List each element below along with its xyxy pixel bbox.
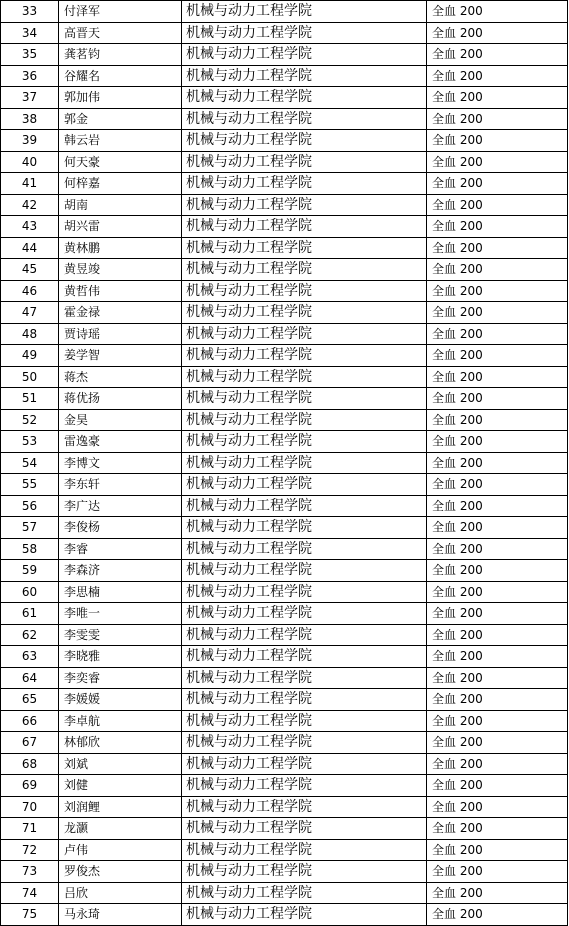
- table-row: [1, 624, 568, 646]
- table-row: [1, 646, 568, 668]
- row-number-cell: 54: [1, 452, 59, 474]
- table-row: [1, 1, 568, 23]
- name-cell: 卢伟: [59, 839, 182, 861]
- department-cell: 机械与动力工程学院: [182, 216, 427, 238]
- name-cell: 刘润鲤: [59, 796, 182, 818]
- row-number-cell: 74: [1, 882, 59, 904]
- table-row: [1, 108, 568, 130]
- row-number-cell: 43: [1, 216, 59, 238]
- table-row: [1, 474, 568, 496]
- department-cell: 机械与动力工程学院: [182, 474, 427, 496]
- donation-cell: 全血 200: [427, 689, 568, 711]
- name-cell: 谷耀名: [59, 65, 182, 87]
- row-number-cell: 36: [1, 65, 59, 87]
- name-cell: 黄昱竣: [59, 259, 182, 281]
- name-cell: 龚茗钧: [59, 44, 182, 66]
- row-number-cell: 37: [1, 87, 59, 109]
- table-row: [1, 151, 568, 173]
- department-cell: 机械与动力工程学院: [182, 882, 427, 904]
- row-number-cell: 39: [1, 130, 59, 152]
- row-number-cell: 35: [1, 44, 59, 66]
- table-row: [1, 581, 568, 603]
- name-cell: 付泽军: [59, 1, 182, 23]
- row-number-cell: 48: [1, 323, 59, 345]
- department-cell: 机械与动力工程学院: [182, 581, 427, 603]
- donation-cell: 全血 200: [427, 710, 568, 732]
- row-number-cell: 58: [1, 538, 59, 560]
- donation-cell: 全血 200: [427, 108, 568, 130]
- row-number-cell: 41: [1, 173, 59, 195]
- department-cell: 机械与动力工程学院: [182, 65, 427, 87]
- donation-cell: 全血 200: [427, 130, 568, 152]
- department-cell: 机械与动力工程学院: [182, 237, 427, 259]
- row-number-cell: 44: [1, 237, 59, 259]
- row-number-cell: 68: [1, 753, 59, 775]
- department-cell: 机械与动力工程学院: [182, 732, 427, 754]
- name-cell: 姜学智: [59, 345, 182, 367]
- department-cell: 机械与动力工程学院: [182, 818, 427, 840]
- name-cell: 吕欣: [59, 882, 182, 904]
- table-row: [1, 87, 568, 109]
- name-cell: 胡南: [59, 194, 182, 216]
- row-number-cell: 63: [1, 646, 59, 668]
- name-cell: 李奕睿: [59, 667, 182, 689]
- row-number-cell: 60: [1, 581, 59, 603]
- name-cell: 郭金: [59, 108, 182, 130]
- donation-cell: 全血 200: [427, 538, 568, 560]
- donation-cell: 全血 200: [427, 259, 568, 281]
- table-row: [1, 818, 568, 840]
- department-cell: 机械与动力工程学院: [182, 710, 427, 732]
- table-row: [1, 388, 568, 410]
- donation-cell: 全血 200: [427, 581, 568, 603]
- donation-cell: 全血 200: [427, 882, 568, 904]
- table-row: [1, 22, 568, 44]
- department-cell: 机械与动力工程学院: [182, 130, 427, 152]
- department-cell: 机械与动力工程学院: [182, 689, 427, 711]
- name-cell: 黄林鹏: [59, 237, 182, 259]
- table-row: [1, 130, 568, 152]
- donation-cell: 全血 200: [427, 151, 568, 173]
- table-row: [1, 560, 568, 582]
- name-cell: 贾诗瑶: [59, 323, 182, 345]
- donation-cell: 全血 200: [427, 1, 568, 23]
- table-row: [1, 65, 568, 87]
- table-row: [1, 517, 568, 539]
- department-cell: 机械与动力工程学院: [182, 345, 427, 367]
- department-cell: 机械与动力工程学院: [182, 495, 427, 517]
- name-cell: 刘健: [59, 775, 182, 797]
- department-cell: 机械与动力工程学院: [182, 388, 427, 410]
- donation-cell: 全血 200: [427, 495, 568, 517]
- donation-cell: 全血 200: [427, 646, 568, 668]
- name-cell: 胡兴雷: [59, 216, 182, 238]
- row-number-cell: 52: [1, 409, 59, 431]
- department-cell: 机械与动力工程学院: [182, 431, 427, 453]
- donation-cell: 全血 200: [427, 345, 568, 367]
- table-row: [1, 44, 568, 66]
- row-number-cell: 45: [1, 259, 59, 281]
- table-row: [1, 603, 568, 625]
- department-cell: 机械与动力工程学院: [182, 194, 427, 216]
- donation-cell: 全血 200: [427, 173, 568, 195]
- row-number-cell: 38: [1, 108, 59, 130]
- row-number-cell: 46: [1, 280, 59, 302]
- row-number-cell: 70: [1, 796, 59, 818]
- department-cell: 机械与动力工程学院: [182, 22, 427, 44]
- name-cell: 郭加伟: [59, 87, 182, 109]
- name-cell: 金昊: [59, 409, 182, 431]
- table-row: [1, 538, 568, 560]
- donation-cell: 全血 200: [427, 796, 568, 818]
- name-cell: 李博文: [59, 452, 182, 474]
- row-number-cell: 61: [1, 603, 59, 625]
- table-row: [1, 409, 568, 431]
- row-number-cell: 67: [1, 732, 59, 754]
- donation-cell: 全血 200: [427, 388, 568, 410]
- row-number-cell: 51: [1, 388, 59, 410]
- name-cell: 李思楠: [59, 581, 182, 603]
- donation-cell: 全血 200: [427, 44, 568, 66]
- donation-cell: 全血 200: [427, 904, 568, 926]
- row-number-cell: 69: [1, 775, 59, 797]
- name-cell: 刘斌: [59, 753, 182, 775]
- department-cell: 机械与动力工程学院: [182, 517, 427, 539]
- table-row: [1, 323, 568, 345]
- row-number-cell: 65: [1, 689, 59, 711]
- table-row: [1, 345, 568, 367]
- department-cell: 机械与动力工程学院: [182, 87, 427, 109]
- row-number-cell: 50: [1, 366, 59, 388]
- donation-cell: 全血 200: [427, 302, 568, 324]
- donation-cell: 全血 200: [427, 452, 568, 474]
- table-row: [1, 366, 568, 388]
- table-row: [1, 904, 568, 926]
- table-row: [1, 775, 568, 797]
- row-number-cell: 42: [1, 194, 59, 216]
- department-cell: 机械与动力工程学院: [182, 603, 427, 625]
- department-cell: 机械与动力工程学院: [182, 667, 427, 689]
- donation-cell: 全血 200: [427, 216, 568, 238]
- donation-cell: 全血 200: [427, 409, 568, 431]
- donation-cell: 全血 200: [427, 517, 568, 539]
- donation-cell: 全血 200: [427, 560, 568, 582]
- name-cell: 李媛媛: [59, 689, 182, 711]
- row-number-cell: 73: [1, 861, 59, 883]
- donation-cell: 全血 200: [427, 732, 568, 754]
- name-cell: 林郁欣: [59, 732, 182, 754]
- donation-cell: 全血 200: [427, 87, 568, 109]
- row-number-cell: 40: [1, 151, 59, 173]
- table-row: [1, 431, 568, 453]
- department-cell: 机械与动力工程学院: [182, 409, 427, 431]
- row-number-cell: 75: [1, 904, 59, 926]
- donation-cell: 全血 200: [427, 818, 568, 840]
- department-cell: 机械与动力工程学院: [182, 366, 427, 388]
- table-body: [1, 1, 568, 926]
- name-cell: 李东轩: [59, 474, 182, 496]
- donation-cell: 全血 200: [427, 323, 568, 345]
- table-row: [1, 861, 568, 883]
- table-row: [1, 710, 568, 732]
- row-number-cell: 71: [1, 818, 59, 840]
- department-cell: 机械与动力工程学院: [182, 839, 427, 861]
- name-cell: 马永琦: [59, 904, 182, 926]
- donation-cell: 全血 200: [427, 603, 568, 625]
- table-row: [1, 452, 568, 474]
- name-cell: 何梓嘉: [59, 173, 182, 195]
- row-number-cell: 59: [1, 560, 59, 582]
- department-cell: 机械与动力工程学院: [182, 538, 427, 560]
- department-cell: 机械与动力工程学院: [182, 1, 427, 23]
- department-cell: 机械与动力工程学院: [182, 646, 427, 668]
- row-number-cell: 56: [1, 495, 59, 517]
- row-number-cell: 34: [1, 22, 59, 44]
- table-row: [1, 796, 568, 818]
- department-cell: 机械与动力工程学院: [182, 280, 427, 302]
- row-number-cell: 53: [1, 431, 59, 453]
- row-number-cell: 33: [1, 1, 59, 23]
- donation-cell: 全血 200: [427, 366, 568, 388]
- row-number-cell: 62: [1, 624, 59, 646]
- table-row: [1, 194, 568, 216]
- row-number-cell: 49: [1, 345, 59, 367]
- department-cell: 机械与动力工程学院: [182, 452, 427, 474]
- department-cell: 机械与动力工程学院: [182, 323, 427, 345]
- row-number-cell: 72: [1, 839, 59, 861]
- table-row: [1, 753, 568, 775]
- department-cell: 机械与动力工程学院: [182, 861, 427, 883]
- department-cell: 机械与动力工程学院: [182, 775, 427, 797]
- name-cell: 罗俊杰: [59, 861, 182, 883]
- donation-cell: 全血 200: [427, 431, 568, 453]
- department-cell: 机械与动力工程学院: [182, 173, 427, 195]
- table-row: [1, 732, 568, 754]
- table-row: [1, 237, 568, 259]
- name-cell: 李俊杨: [59, 517, 182, 539]
- department-cell: 机械与动力工程学院: [182, 904, 427, 926]
- table-row: [1, 216, 568, 238]
- row-number-cell: 64: [1, 667, 59, 689]
- table-row: [1, 689, 568, 711]
- row-number-cell: 57: [1, 517, 59, 539]
- table-row: [1, 302, 568, 324]
- department-cell: 机械与动力工程学院: [182, 151, 427, 173]
- table-row: [1, 839, 568, 861]
- name-cell: 雷逸豪: [59, 431, 182, 453]
- donation-cell: 全血 200: [427, 667, 568, 689]
- name-cell: 蒋杰: [59, 366, 182, 388]
- donation-cell: 全血 200: [427, 22, 568, 44]
- department-cell: 机械与动力工程学院: [182, 259, 427, 281]
- department-cell: 机械与动力工程学院: [182, 624, 427, 646]
- name-cell: 李晓雅: [59, 646, 182, 668]
- donation-cell: 全血 200: [427, 775, 568, 797]
- name-cell: 蒋优扬: [59, 388, 182, 410]
- table-row: [1, 882, 568, 904]
- donation-cell: 全血 200: [427, 753, 568, 775]
- donation-cell: 全血 200: [427, 65, 568, 87]
- table-row: [1, 280, 568, 302]
- department-cell: 机械与动力工程学院: [182, 302, 427, 324]
- name-cell: 李雯雯: [59, 624, 182, 646]
- name-cell: 龙灏: [59, 818, 182, 840]
- name-cell: 韩云岩: [59, 130, 182, 152]
- name-cell: 霍金禄: [59, 302, 182, 324]
- name-cell: 李森济: [59, 560, 182, 582]
- table-row: [1, 667, 568, 689]
- table-row: [1, 259, 568, 281]
- donation-cell: 全血 200: [427, 839, 568, 861]
- row-number-cell: 66: [1, 710, 59, 732]
- donation-cell: 全血 200: [427, 474, 568, 496]
- name-cell: 李睿: [59, 538, 182, 560]
- name-cell: 李广达: [59, 495, 182, 517]
- donation-cell: 全血 200: [427, 624, 568, 646]
- name-cell: 李唯一: [59, 603, 182, 625]
- table-row: [1, 495, 568, 517]
- department-cell: 机械与动力工程学院: [182, 796, 427, 818]
- name-cell: 何天豪: [59, 151, 182, 173]
- department-cell: 机械与动力工程学院: [182, 44, 427, 66]
- donation-cell: 全血 200: [427, 861, 568, 883]
- department-cell: 机械与动力工程学院: [182, 753, 427, 775]
- donation-cell: 全血 200: [427, 194, 568, 216]
- row-number-cell: 47: [1, 302, 59, 324]
- department-cell: 机械与动力工程学院: [182, 560, 427, 582]
- department-cell: 机械与动力工程学院: [182, 108, 427, 130]
- name-cell: 高晋天: [59, 22, 182, 44]
- donation-cell: 全血 200: [427, 280, 568, 302]
- donation-cell: 全血 200: [427, 237, 568, 259]
- name-cell: 李卓航: [59, 710, 182, 732]
- row-number-cell: 55: [1, 474, 59, 496]
- name-cell: 黄哲伟: [59, 280, 182, 302]
- table-row: [1, 173, 568, 195]
